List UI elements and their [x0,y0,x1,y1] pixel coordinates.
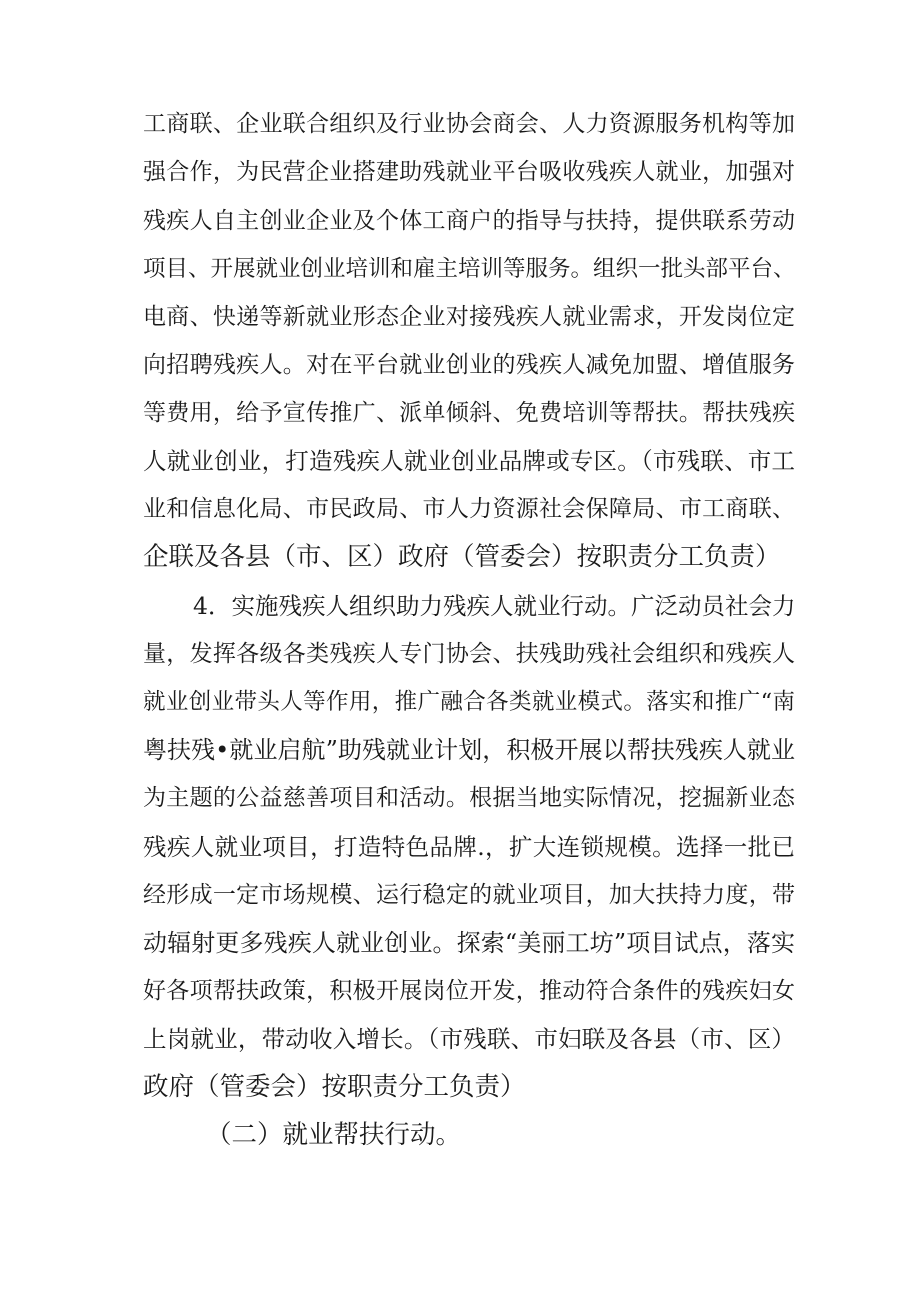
section-heading: （二）就业帮扶行动。 [206,1120,462,1150]
paragraph-line: 残疾人自主创业企业及个体工商户的指导与扶持，提供联系劳动 [143,208,795,234]
paragraph-line: 上岗就业，带动收入增长。（市残联、市妇联及各县（市、区） [143,1025,795,1053]
paragraph-line: 工商联、企业联合组织及行业协会商会、人力资源服务机构等加 [143,111,795,137]
paragraph-line: 好各项帮扶政策，积极开展岗位开发，推动符合条件的残疾妇女 [143,978,795,1004]
paragraph-line: 项目、开展就业创业培训和雇主培训等服务。组织一批头部平台、 [143,256,796,282]
paragraph-line: 业和信息化局、市民政局、市人力资源社会保障局、市工商联、 [143,496,795,522]
paragraph-line: 强合作，为民营企业搭建助残就业平台吸收残疾人就业，加强对 [143,159,795,185]
paragraph-line: 4．实施残疾人组织助力残疾人就业行动。广泛动员社会力 [193,592,796,620]
paragraph-line: 残疾人就业项目，打造特色品牌.，扩大连锁规模。选择一批已 [143,833,795,861]
paragraph-line: 经形成一定市场规模、运行稳定的就业项目，加大扶持力度，带 [143,882,795,908]
paragraph-line: 动辐射更多残疾人就业创业。探索“美丽工坊”项目试点，落实 [143,929,795,957]
paragraph-line: 向招聘残疾人。对在平台就业创业的残疾人减免加盟、增值服务 [143,352,795,378]
paragraph-line: 量，发挥各级各类残疾人专门协会、扶残助残社会组织和残疾人 [143,641,795,667]
paragraph-line: 粤扶残•就业启航”助残就业计划，积极开展以帮扶残疾人就业 [143,736,795,764]
paragraph-line: 就业创业带头人等作用，推广融合各类就业模式。落实和推广“南 [143,689,795,715]
paragraph-line: 电商、快递等新就业形态企业对接残疾人就业需求，开发岗位定 [143,304,795,330]
paragraph-line: 政府（管委会）按职责分工负责） [143,1072,526,1102]
paragraph-line: 等费用，给予宣传推广、派单倾斜、免费培训等帮扶。帮扶残疾 [143,400,795,426]
paragraph-line: 人就业创业，打造残疾人就业创业品牌或专区。（市残联、市工 [143,447,795,475]
paragraph-line: 为主题的公益慈善项目和活动。根据当地实际情况，挖掘新业态 [143,785,795,811]
paragraph-line: 企联及各县（市、区）政府（管委会）按职责分工负责） [143,542,781,572]
